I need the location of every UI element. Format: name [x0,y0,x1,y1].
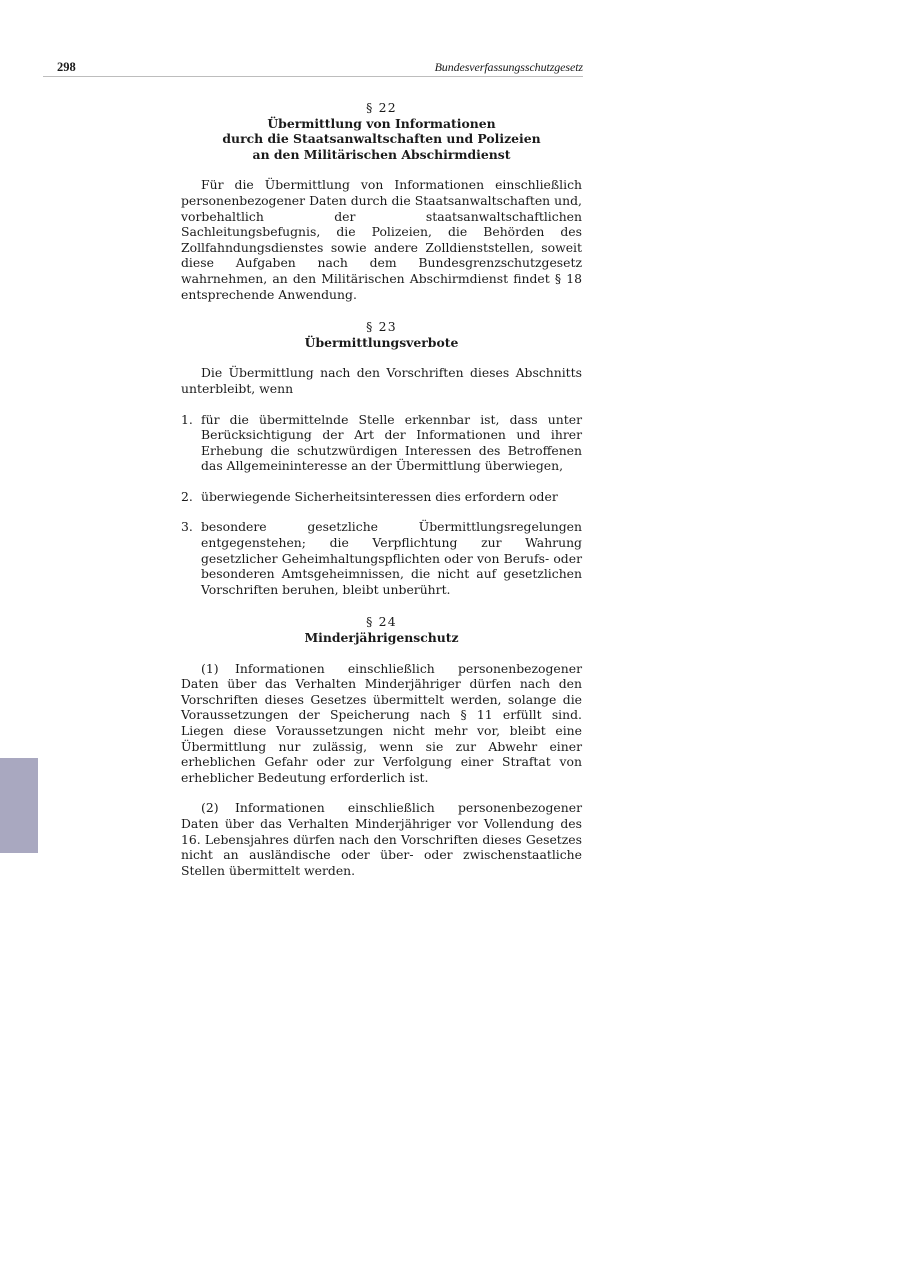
section-number: § 22 [366,100,397,115]
list-item [181,412,582,474]
paragraph-number: (2) [201,800,219,816]
section-heading [181,100,582,162]
paragraph-intro: Die Übermittlung nach den Vorschriften dieses Abschnitts unterbleibt, wenn [181,365,582,396]
section-24 [181,614,582,878]
running-title: Bundesverfassungsschutzgesetz [434,60,583,74]
paragraph-number: (1) [201,660,219,676]
list-item-number: 1. [181,411,193,427]
list-item-number: 3. [181,519,193,535]
list-item-text: besondere gesetzliche Übermittlungsregelungen entgegenstehen; die Verpflichtung zur Wahrung gesetzlicher Geheimhaltungspflichten oder von Berufs- oder besonderen Amtsgeheimnissen, die nicht auf gesetzlichen Vorschriften beruhen, bleibt unberührt. [201,519,582,597]
paragraph: Für die Übermittlung von Informationen einschließlich personenbezogener Daten durch die Staatsanwaltschaften und, vorbehaltlich der staatsanwaltschaftlichen Sachleitungsbefugnis, die Polizeien, die Behörden des Zollfahndungsdienstes sowie andere Zolldienststellen, soweit diese Aufgaben nach dem Bundesgrenzschutzgesetz wahrnehmen, an den Militärischen Abschirmdienst findet § 18 entsprechende Anwendung. [181,177,582,302]
list-item [181,519,582,597]
numbered-paragraph [181,661,582,786]
section-title: Übermittlungsverbote [304,334,459,350]
section-23 [181,319,582,597]
numbered-paragraph [181,800,582,878]
section-heading [181,614,582,645]
list-item-text: für die übermittelnde Stelle erkennbar ist, dass unter Berücksichtigung der Art der Informationen und ihrer Erhebung die schutzwürdigen Interessen des Betroffenen das Allgemeininteresse an der Übermittlung überwiegen, [201,411,582,474]
section-number: § 24 [366,614,397,630]
section-title: Übermittlung von Informationen durch die Staatsanwaltschaften und Polizeien an den Militärischen Abschirmdienst [222,115,541,162]
document-body [181,100,582,895]
list-item [181,489,582,505]
page-number: 298 [57,60,76,74]
side-tab-marker [0,758,38,853]
section-22 [181,100,582,302]
list-item-number: 2. [181,488,193,504]
paragraph-text: Informationen einschließlich personenbezogener Daten über das Verhalten Minderjähriger dürfen nach den Vorschriften dieses Gesetzes übermittelt werden, solange die Voraussetzungen der Speicherung nach § 11 erfüllt sind. Liegen diese Voraussetzungen nicht mehr vor, bleibt eine Übermittlung nur zulässig, wenn sie zur Abwehr einer erheblichen Gefahr oder zur Verfolgung einer Straftat von erheblicher Bedeutung erforderlich ist. [181,660,582,785]
section-title: Minderjährigenschutz [304,630,459,646]
list-item-text: überwiegende Sicherheitsinteressen dies erfordern oder [201,488,558,504]
page-header [43,58,583,77]
paragraph-text: Informationen einschließlich personenbezogener Daten über das Verhalten Minderjähriger vor Vollendung des 16. Lebensjahres dürfen nach den Vorschriften dieses Gesetzes nicht an ausländische oder über- oder zwischenstaatliche Stellen übermittelt werden. [181,800,582,878]
section-number: § 23 [366,319,397,335]
section-heading [181,319,582,350]
condition-list [181,412,582,598]
